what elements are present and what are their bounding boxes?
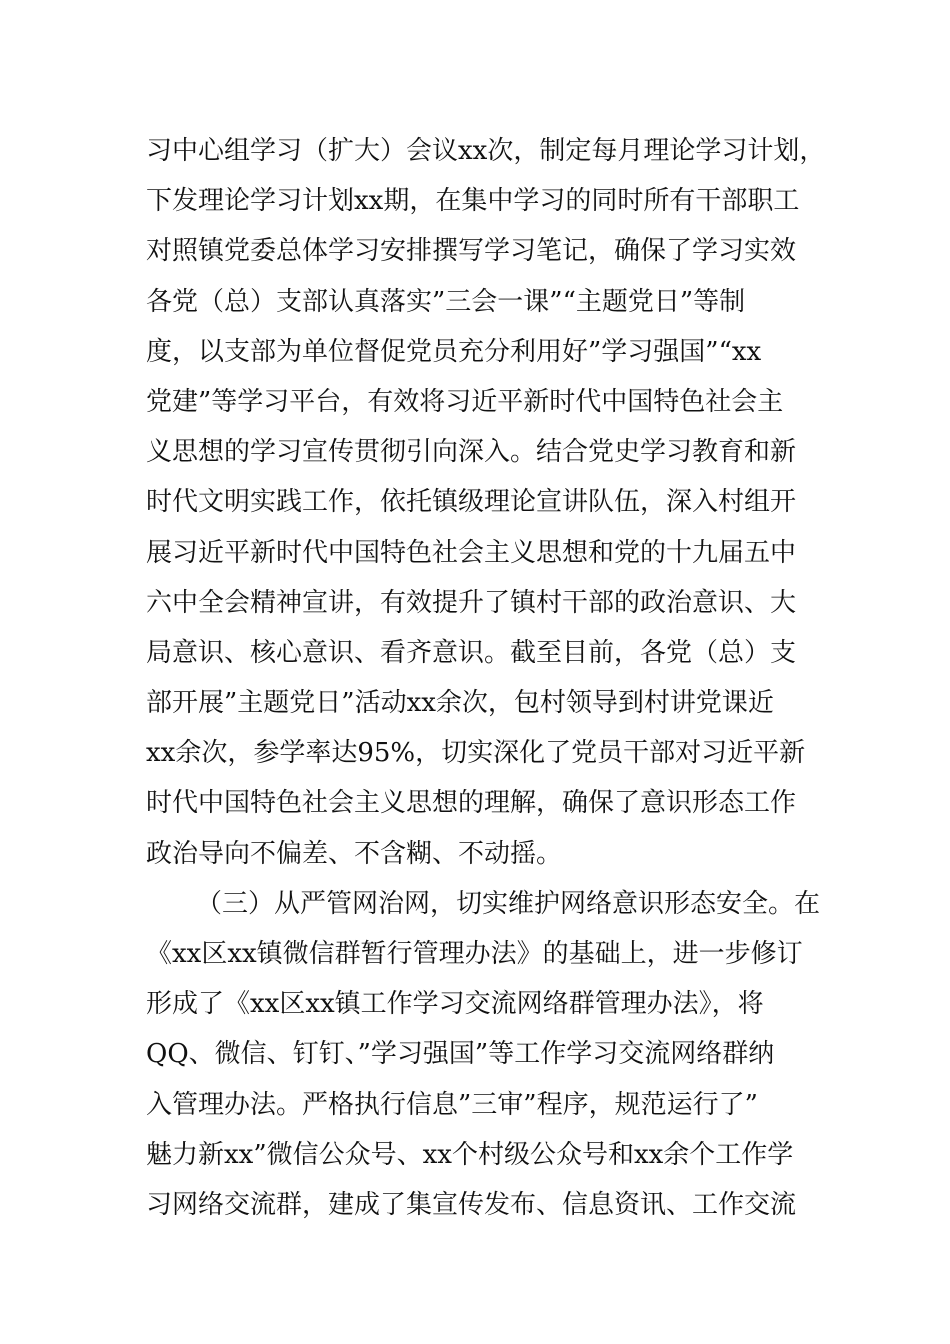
text-line: 习中心组学习（扩大）会议xx次，制定每月理论学习计划， [146, 136, 826, 166]
section-heading-line: （三）从严管网治网，切实维护网络意识形态安全。在 [196, 888, 821, 919]
text-line: 部开展”主题党日”活动xx余次，包村领导到村讲党课近 [146, 688, 774, 719]
text-line: 形成了《xx区xx镇工作学习交流网络群管理办法》，将 [146, 989, 764, 1020]
text-line: 魅力新xx”微信公众号、xx个村级公众号和xx余个工作学 [146, 1139, 794, 1170]
text-line: 局意识、核心意识、看齐意识。截至目前，各党（总）支 [146, 637, 797, 668]
text-line: 下发理论学习计划xx期，在集中学习的同时所有干部职工 [146, 186, 800, 217]
text-line: 各党（总）支部认真落实”三会一课”“主题党日”等制 [146, 286, 746, 317]
text-line: 对照镇党委总体学习安排撰写学习笔记，确保了学习实效 [146, 236, 797, 267]
text-line: 展习近平新时代中国特色社会主义思想和党的十九届五中 [146, 537, 797, 568]
text-line: xx余次，参学率达95%，切实深化了党员干部对习近平新 [146, 738, 806, 769]
text-line: 时代中国特色社会主义思想的理解，确保了意识形态工作 [146, 788, 797, 819]
text-line: QQ、微信、钉钉、”学习强国”等工作学习交流网络群纳 [146, 1039, 775, 1070]
text-line: 六中全会精神宣讲，有效提升了镇村干部的政治意识、大 [146, 587, 797, 618]
body-text [146, 126, 826, 1230]
text-line: 《xx区xx镇微信群暂行管理办法》的基础上，进一步修订 [146, 939, 803, 969]
text-line: 义思想的学习宣传贯彻引向深入。结合党史学习教育和新 [146, 437, 797, 468]
text-line: 习网络交流群，建成了集宣传发布、信息资讯、工作交流 [146, 1189, 797, 1220]
text-line: 时代文明实践工作，依托镇级理论宣讲队伍，深入村组开 [146, 487, 797, 518]
text-line: 党建”等学习平台，有效将习近平新时代中国特色社会主 [146, 386, 784, 417]
text-line: 政治导向不偏差、不含糊、不动摇。 [146, 838, 563, 869]
text-line: 度，以支部为单位督促党员充分利用好”学习强国”“xx [146, 336, 762, 367]
text-line: 入管理办法。严格执行信息”三审”程序，规范运行了” [146, 1089, 758, 1120]
